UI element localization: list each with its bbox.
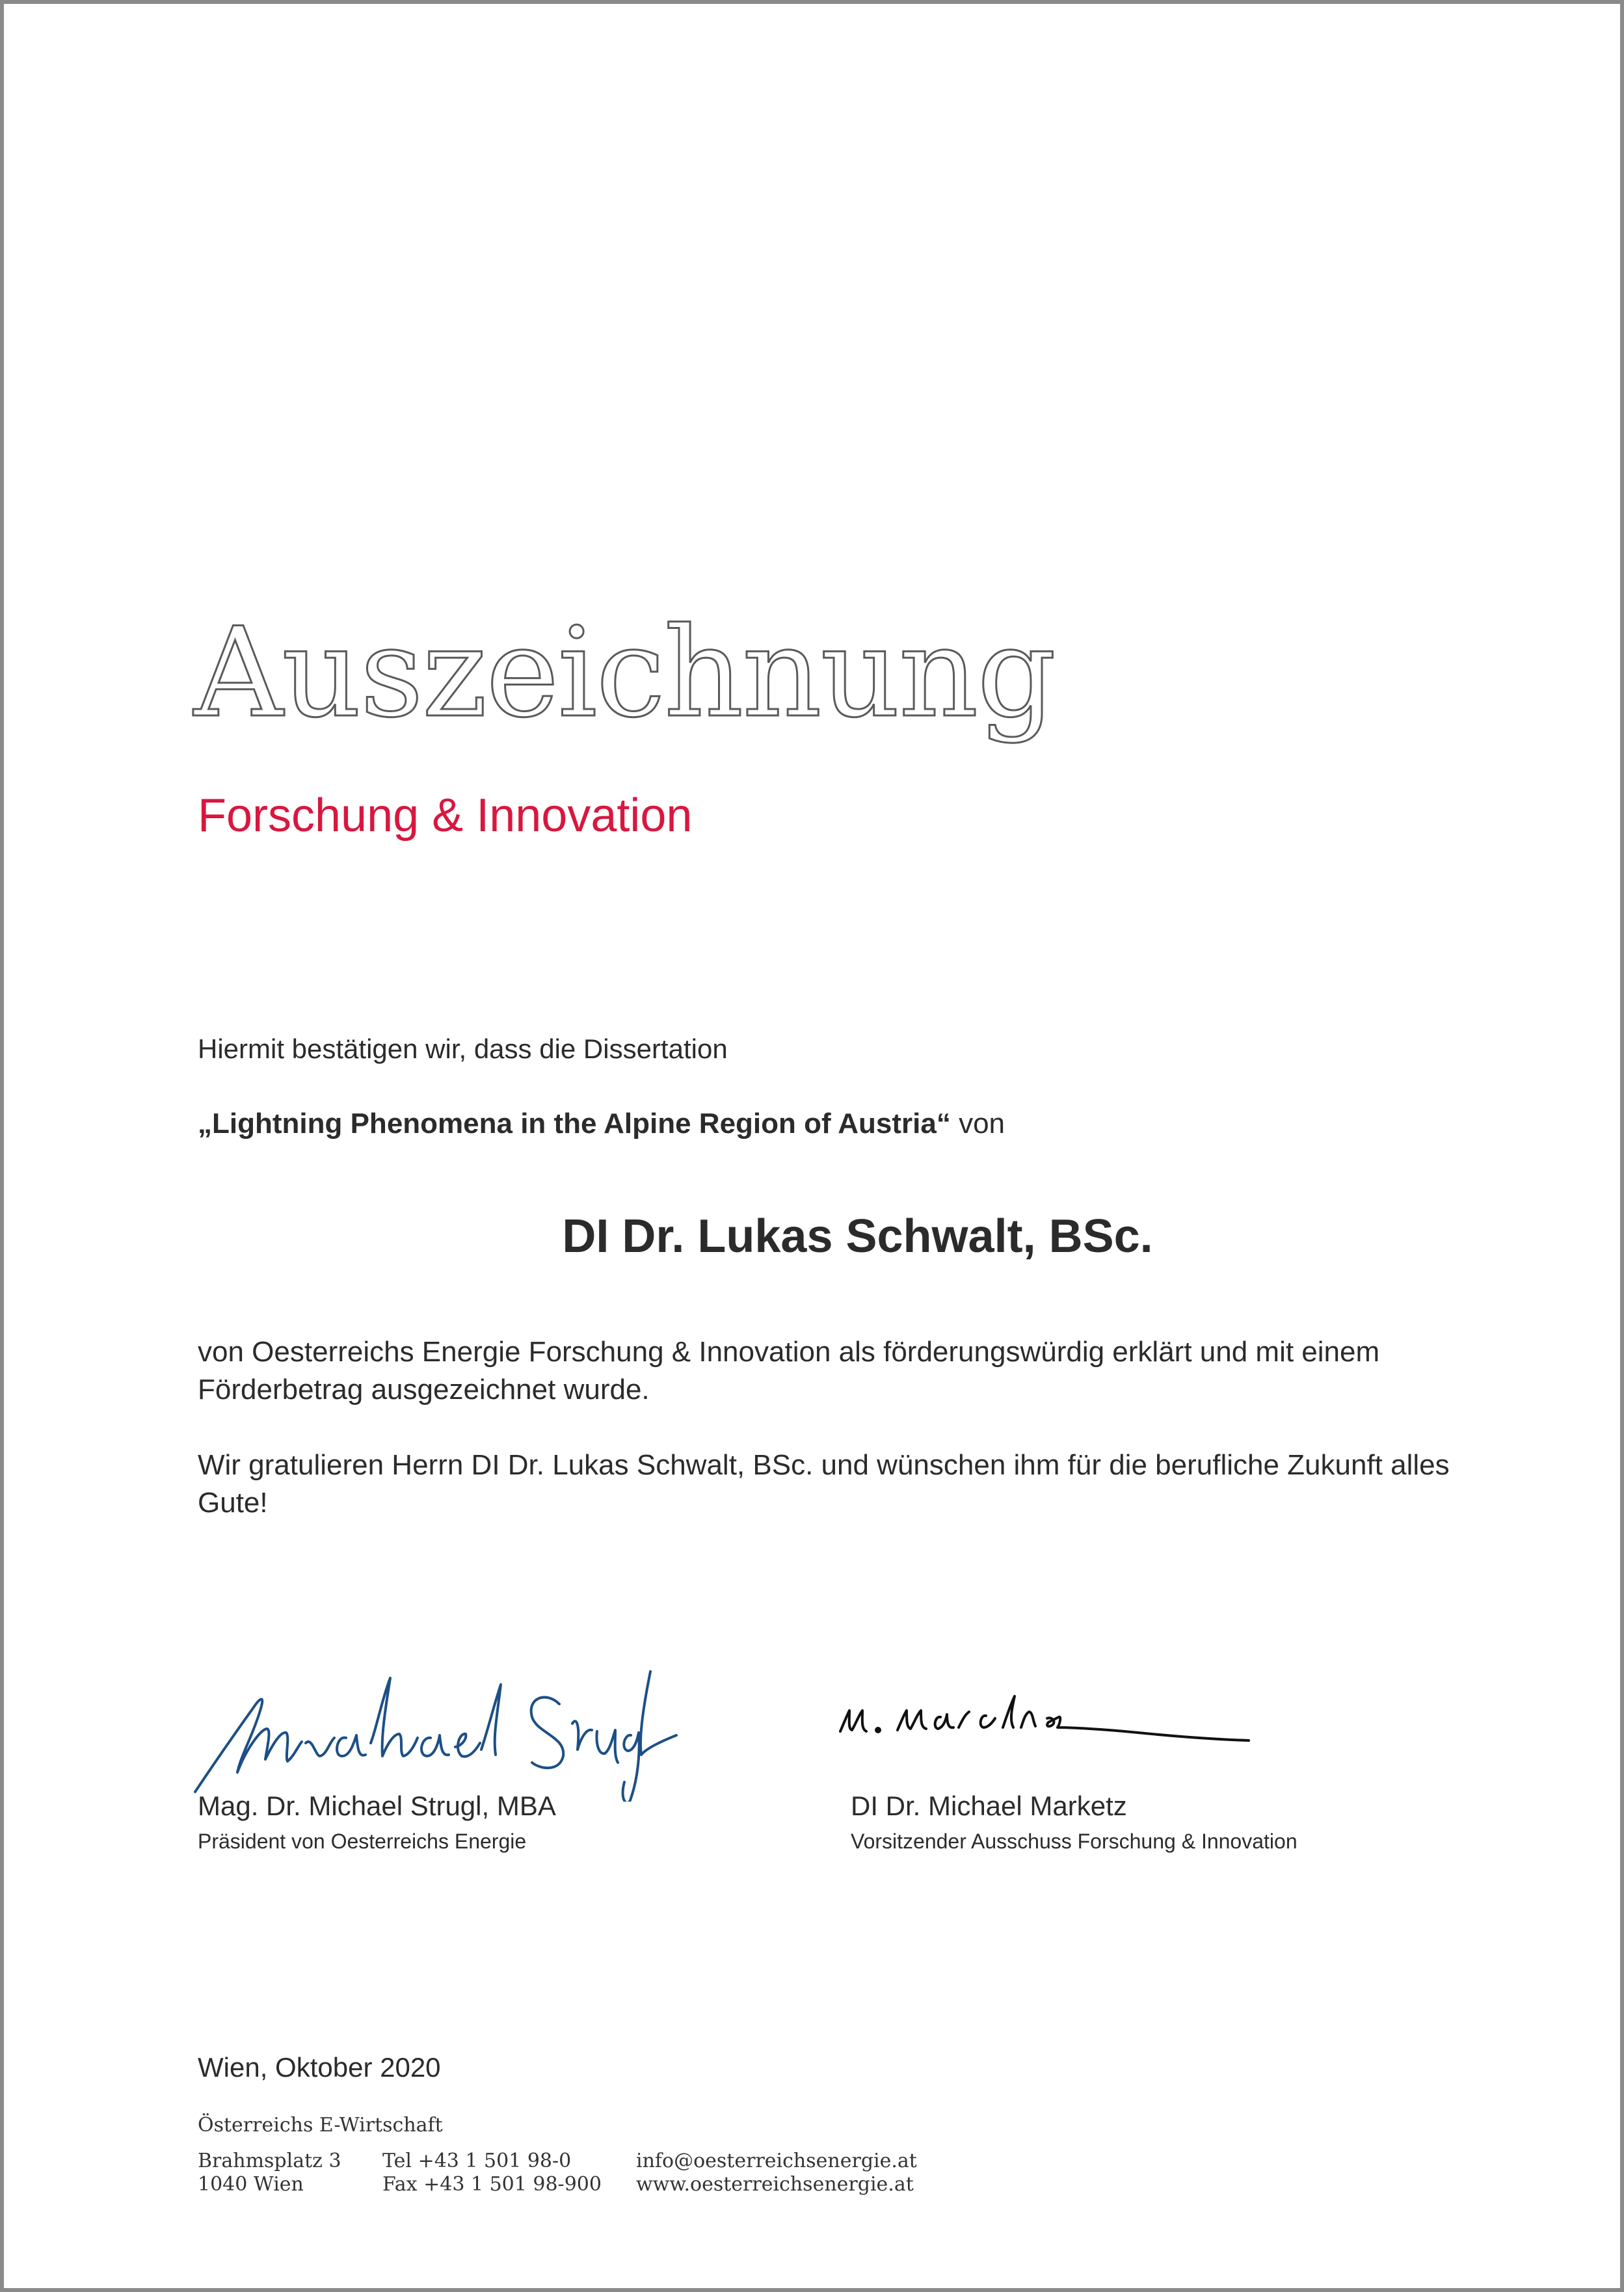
signatory-2-role: Vorsitzender Ausschuss Forschung & Innovation [851,1830,1298,1853]
certificate-subtitle: Forschung & Innovation [198,790,693,842]
footer-organization: Österreichs E-Wirtschaft [198,2114,443,2137]
signatory-1-role: Präsident von Oesterreichs Energie [198,1830,527,1853]
footer-address-line: Brahmsplatz 3 [198,2150,341,2172]
signature-strugl [176,1652,683,1802]
congratulations-paragraph: Wir gratulieren Herrn DI Dr. Lukas Schwalt, BSc. und wünschen ihm für die berufliche Zukunft alles Gute! [198,1449,1450,1519]
thesis-title: „Lightning Phenomena in the Alpine Region of Austria“ [198,1108,951,1139]
signatory-2-name: DI Dr. Michael Marketz [851,1791,1127,1821]
signatory-1-name: Mag. Dr. Michael Strugl, MBA [198,1791,556,1821]
recipient-name: DI Dr. Lukas Schwalt, BSc. [562,1210,1153,1262]
footer-address-line: 1040 Wien [198,2173,304,2196]
footer-fax-line: Fax +43 1 501 98-900 [382,2173,602,2196]
footer-phone [382,2150,602,2196]
footer-phone-line: Tel +43 1 501 98-0 [382,2150,572,2172]
thesis-line [198,1107,1005,1141]
footer-web [636,2150,917,2196]
place-date: Wien, Oktober 2020 [198,2052,441,2083]
intro-text: Hiermit bestätigen wir, dass die Dissertation [198,1033,728,1064]
footer-website: www.oesterreichsenergie.at [636,2173,914,2196]
footer-address [198,2150,341,2196]
signature-marketz [826,1685,1281,1763]
thesis-suffix: von [950,1108,1005,1139]
award-paragraph: von Oesterreichs Energie Forschung & Innovation als förderungswürdig erklärt und mit einem Förderbetrag ausgezeichnet wurde. [198,1336,1380,1406]
certificate-title: Auszeichnung [194,601,1055,745]
footer-email: info@oesterreichsenergie.at [636,2150,917,2172]
